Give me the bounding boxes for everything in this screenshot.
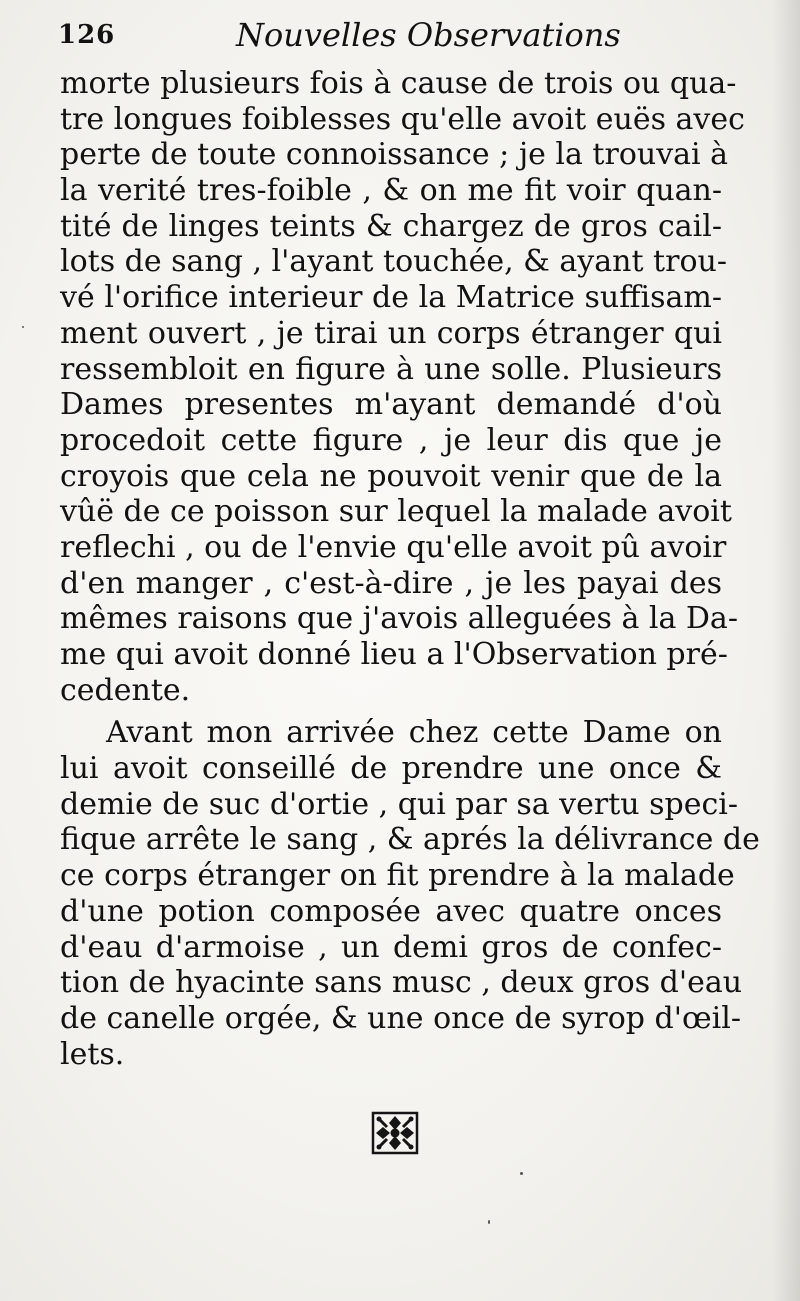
text-line: ce corps étranger on fit prendre à la malade [60,858,735,894]
text-line: tité de linges teints & chargez de gros cail- [60,208,722,244]
paragraph-gap [60,708,722,715]
text-line: morte plusieurs fois à cause de trois ou qua- [60,66,737,101]
text-line: Avant mon arrivée chez cette Dame on [106,715,722,751]
text-line: procedoit cette figure , je leur dis que je [60,422,722,458]
text-line: d'une potion composée avec quatre onces [60,893,722,929]
text-line: fique arrête le sang , & aprés la délivrance de [60,822,760,858]
text-line: lots de sang , l'ayant touchée, & ayant trou- [60,244,727,280]
text-line: tion de hyacinte sans musc , deux gros d'eau [60,965,743,1001]
text-line: lui avoit conseillé de prendre une once & [60,751,722,787]
running-title: Nouvelles Observations [236,16,621,54]
text-line: ressembloit en figure à une solle. Plusieurs [60,351,722,387]
text-line: vûë de ce poisson sur lequel la malade avoit [60,494,732,530]
paper-speck [488,1220,490,1224]
body-text [60,66,760,1072]
text-line: ment ouvert , je tirai un corps étranger qui [60,315,722,351]
text-line: d'en manger , c'est-à-dire , je les payai des [60,565,722,601]
text-line: lets. [60,1036,125,1072]
text-line: croyois que cela ne pouvoit venir que de la [60,458,722,494]
text-line: la verité tres-foible , & on me fit voir quan- [60,173,722,209]
text-line: tre longues foiblesses qu'elle avoit euës avec [60,101,745,137]
fleuron-ornament-icon [370,1110,420,1156]
text-line: d'eau d'armoise , un demi gros de confec- [60,929,722,965]
page-number: 126 [58,20,116,50]
paper-speck [22,326,24,328]
text-line: perte de toute connoissance ; je la trouvai à [60,137,729,173]
text-line: cedente. [60,672,191,708]
text-line: demie de suc d'ortie , qui par sa vertu speci- [60,786,738,822]
text-line: vé l'orifice interieur de la Matrice suffisam- [60,280,722,316]
paragraph-1 [60,66,745,708]
text-line: me qui avoit donné lieu a l'Observation pré- [60,637,728,672]
page-gutter-shadow [772,0,800,1301]
running-head [58,14,758,64]
paper-speck [520,1172,523,1175]
text-line: Dames presentes m'ayant demandé d'où [60,387,722,423]
paragraph-2 [60,715,760,1072]
text-line: mêmes raisons que j'avois alleguées à la Da- [60,601,738,637]
text-line: de canelle orgée, & une once de syrop d'œil- [60,1000,741,1036]
text-line: reflechi , ou de l'envie qu'elle avoit pû avoir [60,529,727,565]
